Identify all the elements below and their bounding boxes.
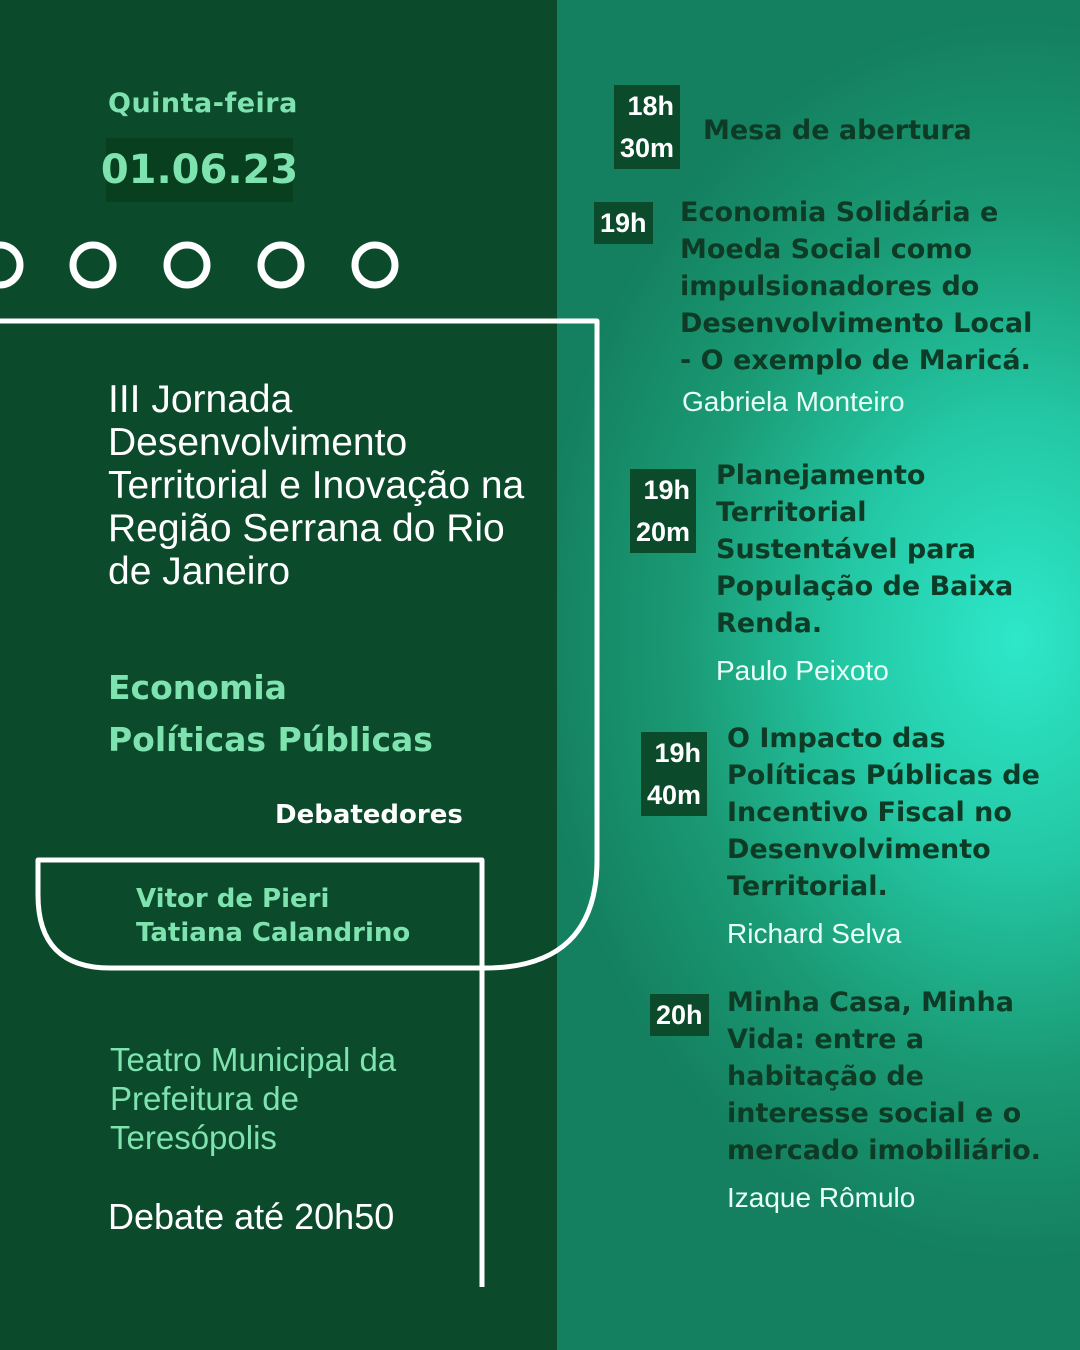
schedule-speaker: Richard Selva (727, 918, 902, 949)
debaters-heading: Debatedores (275, 800, 463, 830)
date-badge: 01.06.23 (106, 138, 293, 202)
topic-politicas-publicas: Políticas Públicas (108, 720, 433, 759)
time-hour: 19h (643, 475, 691, 505)
time-hour: 19h (654, 738, 702, 768)
debate-end-time: Debate até 20h50 (108, 1196, 395, 1237)
venue: Teatro Municipal da Prefeitura de Teresópolis (110, 1041, 397, 1156)
schedule-time (594, 202, 653, 244)
topic-economia: Economia (108, 668, 287, 707)
schedule-time (630, 469, 696, 553)
schedule-time (614, 85, 680, 169)
schedule-time (650, 994, 709, 1036)
time-minutes: 40m (647, 780, 702, 810)
time-hour: 18h (627, 91, 675, 121)
debater-name: Tatiana Calandrino (136, 918, 411, 948)
debaters-list (136, 882, 410, 950)
time-minutes: 20m (636, 517, 691, 547)
schedule-title: Minha Casa, Minha Vida: entre a habitação de interesse social e o mercado imobiliário. (727, 987, 1041, 1166)
schedule-speaker: Paulo Peixoto (716, 655, 889, 686)
time-hour: 20h (656, 1000, 703, 1030)
schedule-title: O Impacto das Políticas Públicas de Incentivo Fiscal no Desenvolvimento Territorial. (727, 723, 1040, 902)
event-title: III Jornada Desenvolvimento Territorial e Inovação na Região Serrana do Rio de Janeiro (108, 378, 525, 593)
debater-name: Vitor de Pieri (136, 884, 330, 914)
schedule-speaker: Izaque Rômulo (727, 1182, 916, 1213)
schedule-speaker: Gabriela Monteiro (682, 386, 905, 417)
schedule-title: Planejamento Territorial Sustentável para População de Baixa Renda. (716, 460, 1014, 639)
time-hour: 19h (600, 208, 647, 238)
schedule-title: Economia Solidária e Moeda Social como impulsionadores do Desenvolvimento Local - O exemplo de Maricá. (680, 197, 1033, 376)
schedule-title: Mesa de abertura (703, 115, 972, 146)
schedule-time (641, 732, 707, 816)
day-label: Quinta-feira (108, 88, 298, 119)
time-minutes: 30m (620, 133, 675, 163)
